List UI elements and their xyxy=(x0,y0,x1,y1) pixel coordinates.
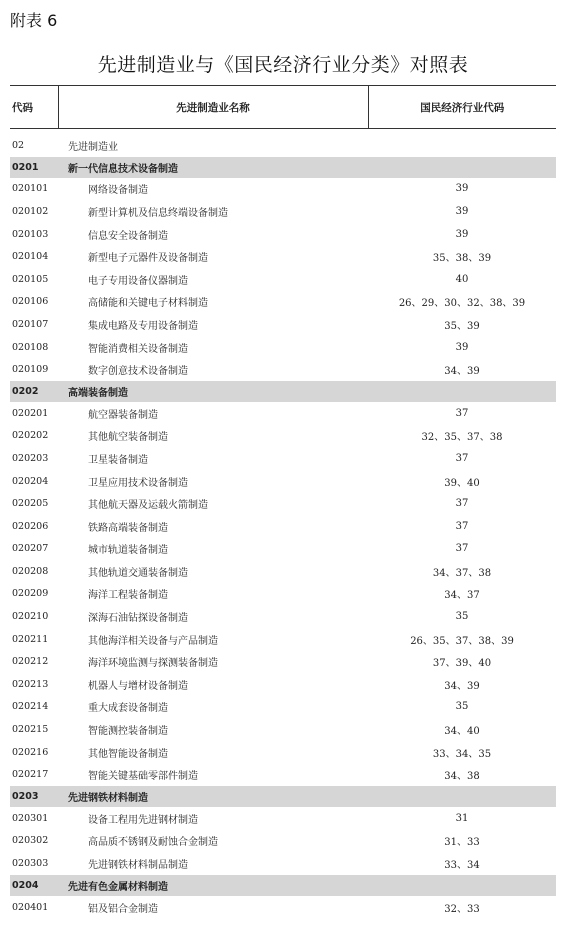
category-row xyxy=(10,786,556,807)
row-national-code: 34、40 xyxy=(444,726,480,738)
row-national-code: 31 xyxy=(455,812,469,824)
row-code: 020217 xyxy=(12,769,49,781)
row-national-code: 33、34 xyxy=(444,860,480,872)
row-name: 航空器装备制造 xyxy=(88,409,158,421)
row-code: 0201 xyxy=(10,157,58,178)
table-row xyxy=(10,268,556,291)
table-row xyxy=(10,650,556,673)
row-code: 020211 xyxy=(12,633,49,645)
row-name: 深海石油钻探设备制造 xyxy=(88,613,188,625)
row-name: 高品质不锈钢及耐蚀合金制造 xyxy=(88,837,218,849)
row-code: 020205 xyxy=(12,498,49,510)
row-national-code: 32、35、37、38 xyxy=(421,432,503,444)
row-name: 重大成套设备制造 xyxy=(88,703,168,715)
table-row xyxy=(10,402,556,425)
row-national-code: 35 xyxy=(455,611,469,623)
row-code: 020203 xyxy=(12,452,49,464)
table-header xyxy=(10,86,556,129)
table-row xyxy=(10,515,556,538)
row-name: 其他轨道交通装备制造 xyxy=(88,567,188,579)
table-title: 先进制造业与《国民经济行业分类》对照表 xyxy=(97,54,469,76)
row-national-code: 34、37 xyxy=(444,590,480,602)
row-name: 智能关键基础零部件制造 xyxy=(88,771,198,783)
table-row xyxy=(10,291,556,314)
root-row xyxy=(10,134,556,157)
row-code: 0203 xyxy=(10,786,58,807)
table-row xyxy=(10,178,556,201)
row-national-code: 39 xyxy=(455,341,469,353)
row-name: 新型计算机及信息终端设备制造 xyxy=(88,207,228,219)
row-national-code: 37、39、40 xyxy=(432,658,492,670)
row-name: 智能测控装备制造 xyxy=(88,726,168,738)
category-row xyxy=(10,875,556,896)
row-code: 020106 xyxy=(12,296,49,308)
row-national-code: 31、33 xyxy=(444,837,480,849)
table-row xyxy=(10,605,556,628)
row-code: 0204 xyxy=(10,875,58,896)
mapping-table xyxy=(10,85,556,918)
row-national-code: 35、39 xyxy=(444,320,480,332)
row-name: 高储能和关键电子材料制造 xyxy=(88,298,208,310)
row-national-code xyxy=(368,381,556,402)
row-name: 其他海洋相关设备与产品制造 xyxy=(88,635,218,647)
table-row xyxy=(10,223,556,246)
row-code: 020302 xyxy=(12,835,49,847)
table-row xyxy=(10,741,556,764)
table-row xyxy=(10,852,556,875)
row-code: 020301 xyxy=(12,812,49,824)
row-name: 其他航天器及运载火箭制造 xyxy=(88,500,208,512)
table-row xyxy=(10,358,556,381)
row-national-code: 34、38 xyxy=(444,771,480,783)
row-name: 网络设备制造 xyxy=(88,185,148,197)
row-national-code: 33、34、35 xyxy=(432,748,492,760)
row-name: 卫星应用技术设备制造 xyxy=(88,477,188,489)
row-national-code: 37 xyxy=(455,452,469,464)
row-code: 020202 xyxy=(12,430,49,442)
row-name: 信息安全设备制造 xyxy=(88,230,168,242)
table-row xyxy=(10,245,556,268)
table-body xyxy=(10,129,556,919)
row-name: 先进钢铁材料制造 xyxy=(58,786,368,807)
row-code: 020105 xyxy=(12,273,49,285)
row-name: 铁路高端装备制造 xyxy=(88,522,168,534)
table-row xyxy=(10,200,556,223)
table-row xyxy=(10,628,556,651)
row-code: 020201 xyxy=(12,407,49,419)
row-national-code: 40 xyxy=(455,273,469,285)
row-code: 020216 xyxy=(12,746,49,758)
row-name: 新型电子元器件及设备制造 xyxy=(88,253,208,265)
row-national-code: 37 xyxy=(455,407,469,419)
row-national-code: 39 xyxy=(455,228,469,240)
row-name: 其他智能设备制造 xyxy=(88,748,168,760)
table-row xyxy=(10,807,556,830)
row-code: 020101 xyxy=(12,183,49,195)
row-code: 020206 xyxy=(12,520,49,532)
row-code: 020108 xyxy=(12,341,49,353)
table-row xyxy=(10,718,556,741)
row-code: 020207 xyxy=(12,543,49,555)
row-national-code: 35、38、39 xyxy=(432,253,492,265)
header-name: 先进制造业名称 xyxy=(58,86,368,129)
row-code: 02 xyxy=(12,139,25,151)
table-row xyxy=(10,896,556,919)
table-row xyxy=(10,538,556,561)
row-name: 其他航空装备制造 xyxy=(88,432,168,444)
row-code: 020215 xyxy=(12,724,49,736)
row-name: 新一代信息技术设备制造 xyxy=(58,157,368,178)
row-code: 020214 xyxy=(12,701,49,713)
row-code: 020401 xyxy=(12,901,49,913)
appendix-label: 附表 6 xyxy=(10,11,58,30)
row-national-code: 37 xyxy=(455,498,469,510)
category-row xyxy=(10,381,556,402)
row-code: 020107 xyxy=(12,318,49,330)
row-national-code: 34、37、38 xyxy=(432,567,492,579)
table-row xyxy=(10,313,556,336)
table-row xyxy=(10,470,556,493)
row-name: 先进钢铁材料制品制造 xyxy=(88,860,188,872)
row-national-code: 37 xyxy=(455,520,469,532)
table-row xyxy=(10,492,556,515)
row-national-code: 26、35、37、38、39 xyxy=(410,635,514,647)
row-name: 数字创意技术设备制造 xyxy=(88,366,188,378)
row-code: 0202 xyxy=(10,381,58,402)
row-national-code xyxy=(368,875,556,896)
row-name: 卫星装备制造 xyxy=(88,454,148,466)
table-row xyxy=(10,560,556,583)
row-code: 020102 xyxy=(12,205,49,217)
row-national-code: 26、29、30、32、38、39 xyxy=(398,298,526,310)
row-name: 电子专用设备仪器制造 xyxy=(88,275,188,287)
row-code: 020209 xyxy=(12,588,49,600)
row-national-code: 39 xyxy=(455,205,469,217)
row-name: 机器人与增材设备制造 xyxy=(88,680,188,692)
row-national-code: 34、39 xyxy=(444,366,480,378)
row-name: 先进制造业 xyxy=(68,141,118,153)
header-national-code: 国民经济行业代码 xyxy=(368,86,556,129)
row-code: 020213 xyxy=(12,678,49,690)
row-national-code xyxy=(368,157,556,178)
table-row xyxy=(10,336,556,359)
table-row xyxy=(10,673,556,696)
row-name: 铝及铝合金制造 xyxy=(88,903,158,915)
table-row xyxy=(10,830,556,853)
row-national-code: 34、39 xyxy=(444,680,480,692)
row-national-code: 39 xyxy=(455,183,469,195)
row-name: 城市轨道装备制造 xyxy=(88,545,168,557)
row-national-code: 32、33 xyxy=(444,903,480,915)
row-name: 高端装备制造 xyxy=(58,381,368,402)
row-code: 020303 xyxy=(12,858,49,870)
row-name: 海洋工程装备制造 xyxy=(88,590,168,602)
row-code: 020104 xyxy=(12,251,49,263)
table-row xyxy=(10,696,556,719)
row-name: 海洋环境监测与探测装备制造 xyxy=(88,658,218,670)
category-row xyxy=(10,157,556,178)
row-code: 020204 xyxy=(12,475,49,487)
row-code: 020210 xyxy=(12,611,49,623)
row-national-code xyxy=(368,134,556,157)
table-row xyxy=(10,763,556,786)
row-national-code: 37 xyxy=(455,543,469,555)
row-national-code: 39、40 xyxy=(444,477,480,489)
row-code: 020208 xyxy=(12,565,49,577)
row-national-code xyxy=(368,786,556,807)
header-code: 代码 xyxy=(10,86,58,129)
row-national-code: 35 xyxy=(455,701,469,713)
table-row xyxy=(10,425,556,448)
table-row xyxy=(10,447,556,470)
row-name: 智能消费相关设备制造 xyxy=(88,343,188,355)
row-code: 020109 xyxy=(12,364,49,376)
row-code: 020103 xyxy=(12,228,49,240)
row-name: 集成电路及专用设备制造 xyxy=(88,320,198,332)
row-name: 先进有色金属材料制造 xyxy=(58,875,368,896)
row-code: 020212 xyxy=(12,656,49,668)
table-row xyxy=(10,583,556,606)
row-name: 设备工程用先进钢材制造 xyxy=(88,814,198,826)
